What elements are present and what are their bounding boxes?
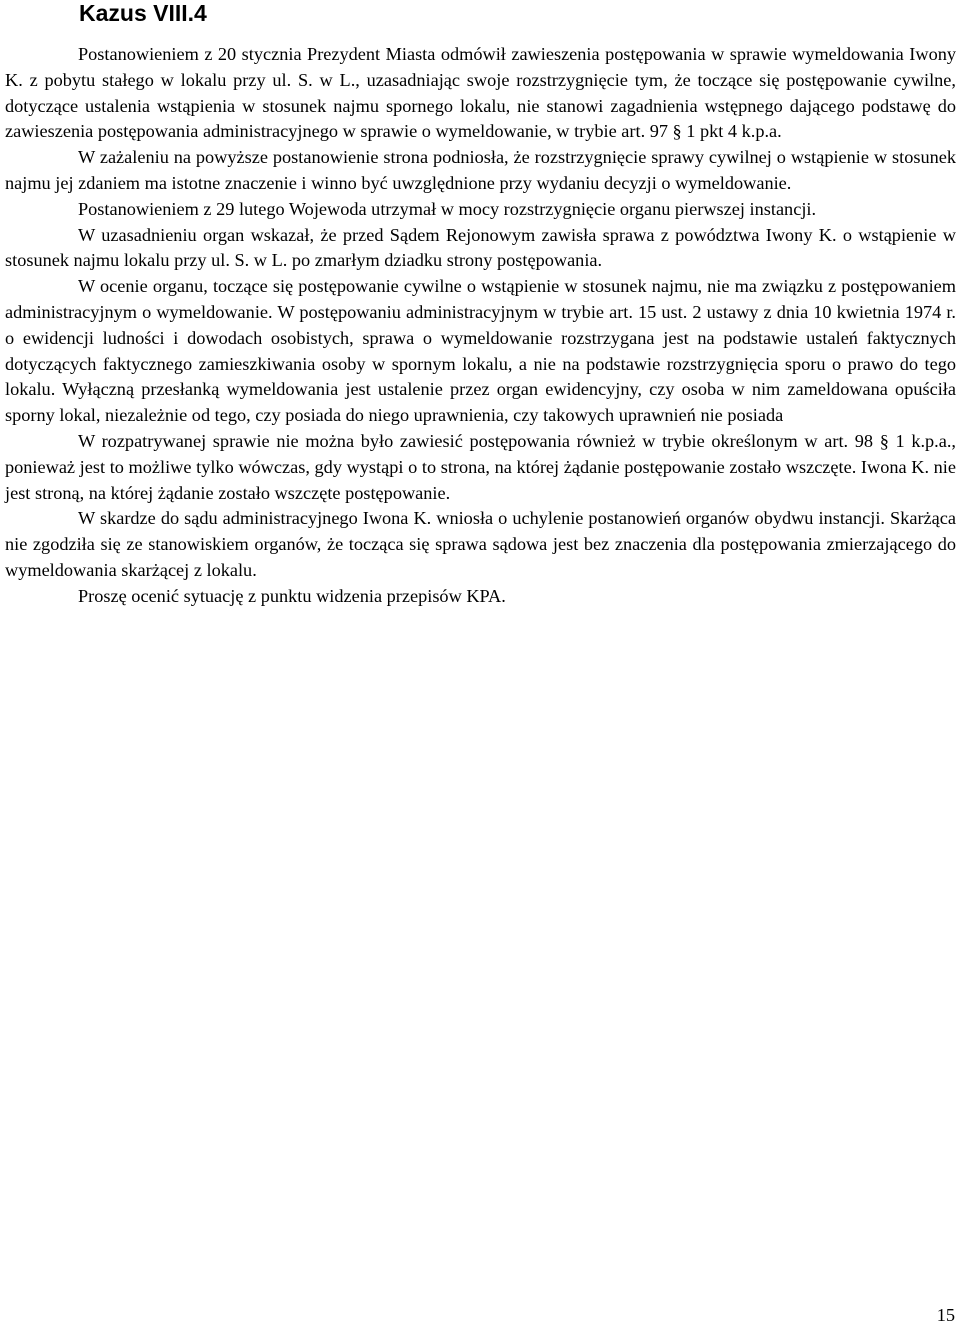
paragraph-7: W skardze do sądu administracyjnego Iwona K. wniosła o uchylenie postanowień organów obydwu instancji. Skarżąca nie zgodziła się ze stanowiskiem organów, że tocząca się sprawa sądowa jest bez znaczenia dla postępowania zmierzającego do wymeldowania skarżącej z lokalu. bbox=[5, 508, 956, 580]
paragraph-1: Postanowieniem z 20 stycznia Prezydent Miasta odmówił zawieszenia postępowania w sprawie wymeldowania Iwony K. z pobytu stałego w lokalu przy ul. S. w L., uzasadniając swoje rozstrzygnięcie tym, że toczące się postępowanie cywilne, dotyczące ustalenia wstąpienia w stosunek najmu spornego lokalu, nie stanowi zagadnienia wstępnego dającego podstawę do zawieszenia postępowania administracyjnego w sprawie o wymeldowanie, w trybie art. 97 § 1 pkt 4 k.p.a. bbox=[5, 44, 956, 142]
paragraph-8: Proszę ocenić sytuację z punktu widzenia przepisów KPA. bbox=[78, 585, 506, 606]
paragraph-5: W ocenie organu, toczące się postępowanie cywilne o wstąpienie w stosunek najmu, nie ma związku z postępowaniem administracyjnym o wymeldowanie. W postępowaniu administracyjnym w trybie art. 15 ust. 2 ustawy z dnia 10 kwietnia 1974 r. o ewidencji ludności i dowodach osobistych, sprawa o wymeldowanie rozstrzygana jest na podstawie ustaleń faktycznych dotyczących faktycznego zamieszkiwania osoby w spornym lokalu, a nie na podstawie rozstrzygnięcia sporu o prawo do tego lokalu. Wyłączną przesłanką wymeldowania jest ustalenie przez organ ewidencyjny, czy osoba w nim zameldowana opuściła sporny lokal, niezależnie od tego, czy posiada do niego uprawnienia, czy takowych uprawnień nie posiada bbox=[5, 276, 956, 426]
paragraph-3: Postanowieniem z 29 lutego Wojewoda utrzymał w mocy rozstrzygnięcie organu pierwszej instancji. bbox=[78, 198, 817, 219]
paragraph-6: W rozpatrywanej sprawie nie można było zawiesić postępowania również w trybie określonym w art. 98 § 1 k.p.a., ponieważ jest to możliwe tylko wówczas, gdy wystąpi o to strona, na której żądanie postępowanie zostało wszczęte. Iwona K. nie jest stroną, na której żądanie zostało wszczęte postępowanie. bbox=[5, 430, 956, 503]
paragraph-2: W zażaleniu na powyższe postanowienie strona podniosła, że rozstrzygnięcie sprawy cywilnej o wstąpienie w stosunek najmu jej zdaniem ma istotne znaczenie i winno być uwzględnione przy wydaniu decyzji o wymeldowanie. bbox=[5, 147, 956, 193]
page-number: 15 bbox=[936, 1305, 955, 1325]
paragraph-4: W uzasadnieniu organ wskazał, że przed Sądem Rejonowym zawisła sprawa z powództwa Iwony K. o wstąpienie w stosunek najmu lokalu przy ul. S. w L. po zmarłym dziadku strony postępowania. bbox=[5, 224, 956, 271]
case-body bbox=[5, 42, 956, 610]
case-title: Kazus VIII.4 bbox=[79, 0, 207, 26]
